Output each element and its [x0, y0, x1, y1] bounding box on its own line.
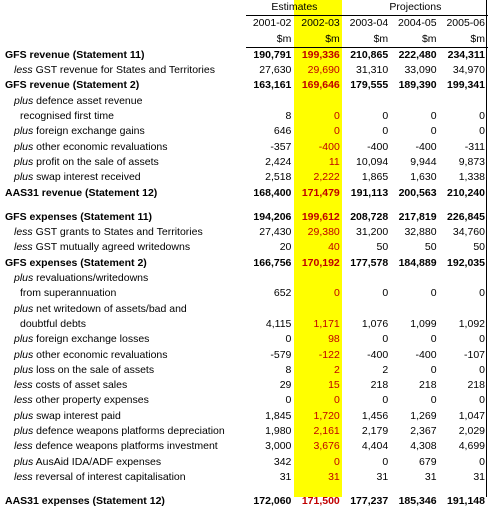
row-label-text: GST revenue for States and Territories: [32, 64, 215, 77]
row-prefix: plus: [14, 125, 34, 138]
unit-header: $m: [294, 32, 342, 48]
value-cell: 1,980: [265, 425, 292, 438]
row-label: [0, 271, 246, 286]
row-label-text: revaluations/writedowns: [33, 272, 149, 285]
value-cell: 0: [285, 394, 292, 407]
value-cell: [440, 302, 488, 317]
value-cell: [246, 271, 294, 286]
value-cell: 8: [285, 110, 292, 123]
value-cell: 0: [479, 287, 485, 300]
value-cell: 20: [279, 241, 292, 254]
value-cell: 190,791: [253, 48, 292, 61]
value-cell: 31: [473, 470, 485, 483]
table-row: [0, 317, 488, 332]
row-label-text: profit on the sale of assets: [33, 155, 159, 168]
value-cell: 27,630: [259, 64, 292, 77]
row-label: [0, 439, 246, 454]
table-row: [0, 78, 488, 93]
value-cell: 0: [333, 394, 340, 407]
value-cell: 34,970: [452, 64, 485, 77]
value-cell: 1,845: [265, 409, 292, 422]
value-cell: 50: [424, 241, 437, 254]
row-label-text: swap interest received: [33, 171, 141, 184]
value-cell: 40: [328, 241, 340, 254]
value-cell: 226,845: [447, 210, 485, 223]
row-label-text: swap interest paid: [33, 409, 121, 422]
table-row: [0, 63, 488, 78]
value-cell: 0: [430, 287, 437, 300]
value-cell: [343, 271, 391, 286]
value-cell: [391, 94, 439, 109]
value-cell: 31: [424, 470, 437, 483]
value-cell: 2,367: [410, 425, 437, 438]
table-row: [0, 47, 488, 63]
row-label-text: costs of asset sales: [32, 379, 128, 392]
value-cell: 234,311: [447, 48, 485, 61]
value-cell: 200,563: [398, 186, 437, 199]
value-cell: 0: [479, 363, 485, 376]
table-row: [0, 470, 488, 485]
value-cell: 50: [376, 241, 389, 254]
unit-header: $m: [343, 32, 391, 48]
table-row: [0, 494, 488, 509]
row-label: recognised first time: [20, 110, 114, 123]
row-prefix: plus: [14, 333, 34, 346]
value-cell: 0: [430, 333, 437, 346]
value-cell: 0: [430, 110, 437, 123]
value-cell: 194,206: [253, 210, 292, 223]
value-cell: 11: [328, 155, 340, 168]
table-row: [0, 210, 488, 225]
value-cell: 0: [430, 125, 437, 138]
value-cell: [440, 94, 488, 109]
row-label: GFS revenue (Statement 2): [5, 79, 140, 92]
row-prefix: plus: [14, 155, 34, 168]
value-cell: 0: [430, 363, 437, 376]
row-prefix: less: [14, 64, 33, 77]
row-label-text: GST mutually agreed writedowns: [32, 241, 191, 254]
value-cell: 4,308: [410, 440, 437, 453]
row-label: GFS expenses (Statement 11): [5, 210, 153, 223]
value-cell: 218: [467, 379, 485, 392]
value-cell: [440, 271, 488, 286]
value-cell: 10,094: [356, 155, 389, 168]
value-cell: 4,115: [265, 317, 292, 330]
value-cell: 1,456: [361, 409, 389, 422]
value-cell: 27,430: [259, 226, 292, 239]
value-cell: 0: [382, 125, 389, 138]
value-cell: 4,404: [361, 440, 389, 453]
table-row: [0, 271, 488, 286]
row-prefix: plus: [14, 455, 34, 468]
row-label-text: loss on the sale of assets: [33, 363, 155, 376]
value-cell: 2,518: [265, 171, 292, 184]
value-cell: 0: [382, 287, 389, 300]
value-cell: 210,865: [350, 48, 389, 61]
row-label: [0, 302, 246, 317]
table-row: [0, 393, 488, 408]
row-label: [0, 155, 246, 170]
value-cell: 217,819: [398, 210, 437, 223]
row-label: AAS31 expenses (Statement 12): [5, 495, 165, 508]
spacer-row: [0, 485, 488, 494]
value-cell: 2: [382, 363, 389, 376]
value-cell: -400: [415, 348, 437, 361]
value-cell: 3,000: [265, 440, 292, 453]
row-prefix: less: [14, 470, 33, 483]
value-cell: 0: [479, 110, 485, 123]
value-cell: 31: [279, 470, 292, 483]
value-cell: 171,500: [301, 495, 340, 508]
value-cell: 9,873: [458, 155, 485, 168]
value-cell: 163,161: [253, 79, 292, 92]
value-cell: 1,047: [458, 409, 485, 422]
table-row: [0, 378, 488, 393]
value-cell: 29: [279, 379, 292, 392]
value-cell: 98: [328, 333, 340, 346]
value-cell: 31: [376, 470, 389, 483]
value-cell: 192,035: [447, 256, 485, 269]
row-prefix: plus: [14, 140, 34, 153]
value-cell: 2,161: [313, 425, 340, 438]
value-cell: [343, 302, 391, 317]
row-label: AAS31 revenue (Statement 12): [5, 186, 158, 199]
value-cell: 169,646: [301, 79, 340, 92]
value-cell: 646: [273, 125, 292, 138]
estimates-header: Estimates: [246, 0, 343, 16]
value-cell: 2,424: [265, 155, 292, 168]
row-label: [0, 94, 246, 109]
value-cell: 199,612: [301, 210, 340, 223]
table-row: [0, 225, 488, 240]
year-header: 2003-04: [349, 17, 389, 30]
value-cell: 166,756: [253, 256, 292, 269]
row-label: [0, 124, 246, 139]
table-row: [0, 186, 488, 201]
table-row: [0, 256, 488, 271]
row-label: [0, 140, 246, 155]
row-label: [0, 63, 246, 78]
unit-header: $m: [391, 32, 439, 48]
table-row: [0, 302, 488, 317]
row-prefix: less: [14, 394, 33, 407]
value-cell: 652: [273, 287, 292, 300]
row-prefix: plus: [14, 94, 34, 107]
value-cell: 8: [285, 363, 292, 376]
row-label-text: foreign exchange losses: [33, 333, 150, 346]
value-cell: [294, 271, 342, 286]
value-cell: 0: [382, 333, 389, 346]
value-cell: 29,690: [307, 64, 340, 77]
spacer-row: [0, 201, 488, 210]
value-cell: 2: [333, 363, 340, 376]
value-cell: 1,076: [361, 317, 389, 330]
value-cell: -122: [318, 348, 340, 361]
value-cell: 218: [370, 379, 389, 392]
value-cell: 177,237: [350, 495, 389, 508]
value-cell: 184,889: [398, 256, 437, 269]
value-cell: 0: [430, 394, 437, 407]
year-header: 2004-05: [398, 17, 437, 30]
value-cell: -400: [415, 140, 437, 153]
row-label: from superannuation: [20, 287, 117, 300]
row-label: [0, 363, 246, 378]
value-cell: 4,699: [458, 440, 485, 453]
value-cell: [294, 94, 342, 109]
table-row: [0, 155, 488, 170]
value-cell: 34,760: [452, 226, 485, 239]
value-cell: 0: [479, 125, 485, 138]
value-cell: 15: [328, 379, 340, 392]
value-cell: 171,479: [301, 186, 340, 199]
value-cell: -357: [270, 140, 292, 153]
row-label: [0, 424, 246, 439]
row-label-text: GST grants to States and Territories: [32, 226, 203, 239]
value-cell: 208,728: [350, 210, 389, 223]
value-cell: [246, 302, 294, 317]
table-row: [0, 94, 488, 109]
value-cell: -400: [367, 348, 389, 361]
value-cell: 2,222: [313, 171, 340, 184]
table-row: [0, 348, 488, 363]
value-cell: 2,029: [458, 425, 485, 438]
value-cell: 3,676: [313, 440, 340, 453]
table-row: [0, 332, 488, 347]
value-cell: 210,240: [447, 186, 485, 199]
row-label-text: other property expenses: [32, 394, 149, 407]
table-row: [0, 109, 488, 124]
value-cell: 185,346: [398, 495, 437, 508]
year-header: 2005-06: [446, 17, 485, 30]
value-cell: 0: [285, 333, 292, 346]
value-cell: 0: [382, 110, 389, 123]
value-cell: [391, 271, 439, 286]
value-cell: 222,480: [398, 48, 437, 61]
year-header: 2001-02: [252, 17, 292, 30]
value-cell: 31: [328, 470, 340, 483]
value-cell: 1,720: [313, 409, 340, 422]
row-label: [0, 455, 246, 470]
row-label: [0, 348, 246, 363]
value-cell: [294, 302, 342, 317]
row-label: [0, 393, 246, 408]
row-label-text: reversal of interest capitalisation: [32, 470, 186, 483]
value-cell: 1,269: [410, 409, 437, 422]
row-prefix: less: [14, 241, 33, 254]
row-label: GFS expenses (Statement 2): [5, 256, 147, 269]
value-cell: 189,390: [398, 79, 437, 92]
value-cell: -311: [464, 140, 485, 153]
table-row: [0, 240, 488, 255]
row-label-text: other economic revaluations: [33, 140, 168, 153]
row-label: [0, 378, 246, 393]
value-cell: [246, 94, 294, 109]
value-cell: 679: [419, 455, 437, 468]
value-cell: 33,090: [404, 64, 437, 77]
table-row: [0, 170, 488, 185]
value-cell: 1,865: [361, 171, 389, 184]
value-cell: 199,336: [301, 48, 340, 61]
value-cell: 1,338: [458, 171, 485, 184]
row-label: [0, 240, 246, 255]
table-row: [0, 124, 488, 139]
row-label-text: AusAid IDA/ADF expenses: [33, 455, 162, 468]
unit-header: $m: [440, 32, 488, 48]
table-row: [0, 409, 488, 424]
row-label: [0, 332, 246, 347]
row-label-text: other economic revaluations: [33, 348, 168, 361]
row-prefix: plus: [14, 363, 34, 376]
row-prefix: plus: [14, 272, 34, 285]
row-prefix: plus: [14, 409, 34, 422]
value-cell: 0: [479, 394, 485, 407]
row-prefix: less: [14, 379, 33, 392]
row-label-text: defence asset revenue: [33, 94, 143, 107]
row-label: [0, 225, 246, 240]
value-cell: 32,880: [404, 226, 437, 239]
row-prefix: plus: [14, 425, 34, 438]
row-label: GFS revenue (Statement 11): [5, 48, 145, 61]
table-row: [0, 424, 488, 439]
value-cell: 2,179: [361, 425, 389, 438]
value-cell: -579: [270, 348, 292, 361]
row-prefix: less: [14, 440, 33, 453]
unit-header: $m: [246, 32, 294, 48]
row-label: [0, 170, 246, 185]
value-cell: 9,944: [410, 155, 437, 168]
value-cell: 170,192: [301, 256, 340, 269]
value-cell: 0: [333, 287, 340, 300]
row-label: doubtful debts: [20, 317, 86, 330]
value-cell: 199,341: [447, 79, 485, 92]
value-cell: 31,310: [356, 64, 389, 77]
projections-header: Projections: [343, 0, 488, 16]
value-cell: 191,148: [447, 495, 485, 508]
value-cell: 1,630: [410, 171, 437, 184]
value-cell: 1,092: [458, 317, 485, 330]
value-cell: 1,171: [313, 317, 340, 330]
row-label: [0, 409, 246, 424]
row-prefix: plus: [14, 302, 34, 315]
value-cell: [343, 94, 391, 109]
value-cell: [391, 302, 439, 317]
value-cell: -400: [367, 140, 389, 153]
value-cell: 50: [473, 241, 485, 254]
table-row: [0, 455, 488, 470]
value-cell: 0: [382, 455, 389, 468]
value-cell: 31,200: [356, 226, 389, 239]
row-prefix: plus: [14, 171, 34, 184]
value-cell: -107: [463, 348, 485, 361]
value-cell: 177,578: [350, 256, 389, 269]
row-label-text: defence weapons platforms investment: [32, 440, 218, 453]
table-row: [0, 363, 488, 378]
value-cell: 1,099: [410, 317, 437, 330]
value-cell: 0: [333, 125, 340, 138]
row-prefix: less: [14, 226, 33, 239]
value-cell: 0: [479, 333, 485, 346]
year-header: 2002-03: [301, 17, 340, 30]
table-row: [0, 439, 488, 454]
value-cell: 0: [333, 110, 340, 123]
value-cell: 342: [273, 455, 292, 468]
value-cell: 0: [382, 394, 389, 407]
table-row: [0, 286, 488, 301]
row-label-text: defence weapons platforms depreciation: [33, 425, 225, 438]
value-cell: 191,113: [350, 186, 389, 199]
value-cell: 168,400: [253, 186, 292, 199]
value-cell: 0: [479, 455, 485, 468]
row-label-text: net writedown of assets/bad and: [33, 302, 187, 315]
row-label-text: foreign exchange gains: [33, 125, 145, 138]
value-cell: 179,555: [350, 79, 389, 92]
value-cell: 218: [419, 379, 437, 392]
row-prefix: plus: [14, 348, 34, 361]
value-cell: 29,380: [307, 226, 340, 239]
value-cell: 0: [333, 455, 340, 468]
table-row: [0, 140, 488, 155]
row-label: [0, 470, 246, 485]
value-cell: 172,060: [253, 495, 292, 508]
value-cell: -400: [318, 140, 340, 153]
